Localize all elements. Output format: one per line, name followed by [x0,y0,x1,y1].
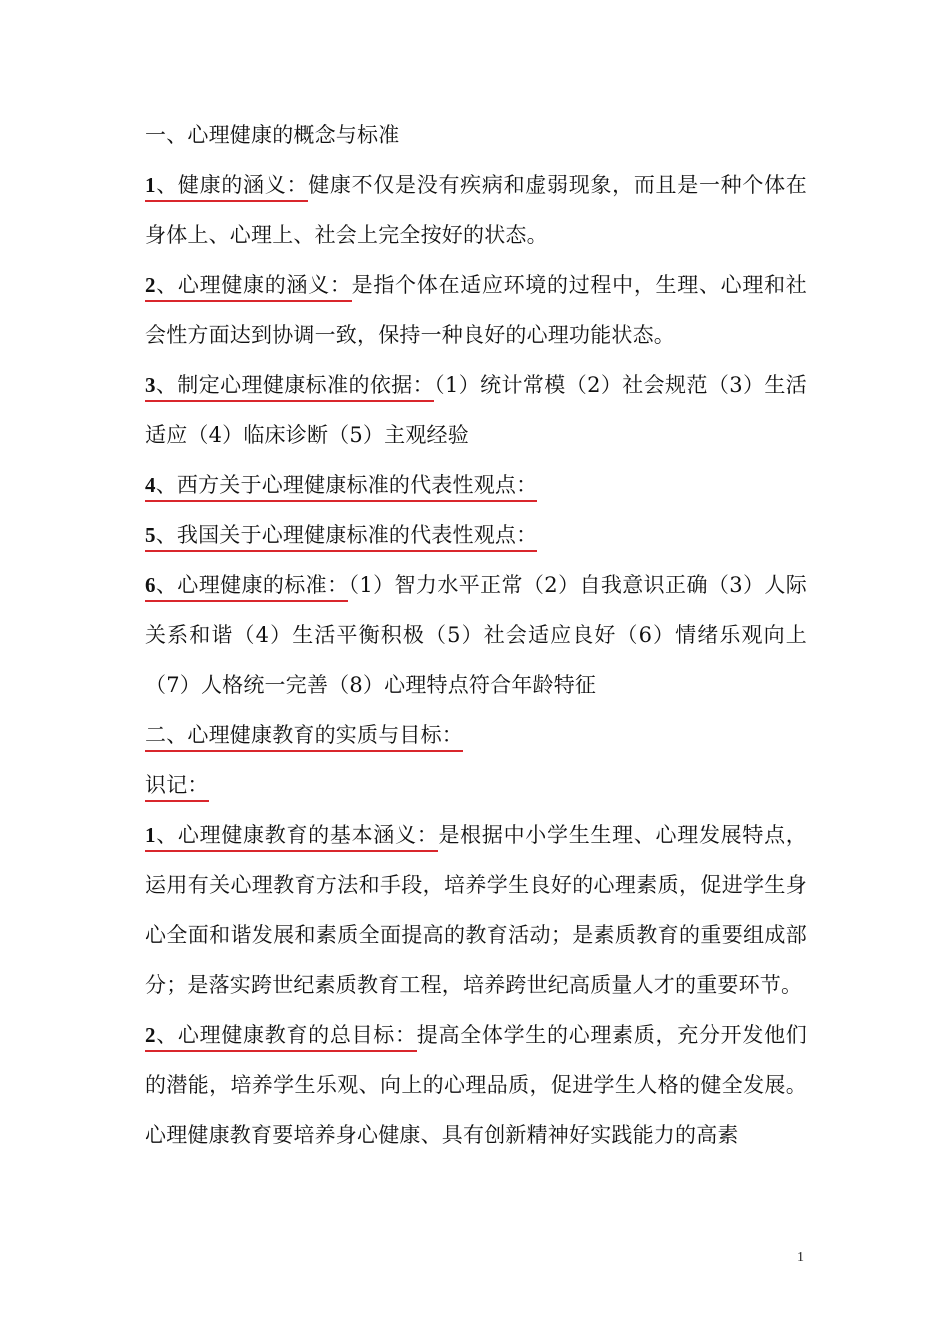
page-number: 1 [797,1250,804,1265]
item-1-6: 6、心理健康的标准：（1）智力水平正常（2）自我意识正确（3）人际关系和谐（4）生活平衡积极（5）社会适应良好（6）情绪乐观向上（7）人格统一完善（8）心理特点符合年龄特征 [145,573,807,697]
document-body [145,110,807,1160]
term-underline: 3、制定心理健康标准的依据： [145,373,434,402]
section-1-heading: 一、心理健康的概念与标准 [145,123,400,147]
section-2-heading: 二、心理健康教育的实质与目标： [145,710,807,760]
term-underline: 5、我国关于心理健康标准的代表性观点： [145,523,537,552]
term-underline: 1、心理健康教育的基本涵义： [145,823,438,852]
term-underline: 6、心理健康的标准： [145,573,348,602]
section-2-subheading: 识记： [145,760,807,810]
term-underline: 2、心理健康教育的总目标： [145,1023,417,1052]
item-1-4 [145,460,807,510]
item-1-2: 2、心理健康的涵义：是指个体在适应环境的过程中，生理、心理和社会性方面达到协调一致，保持一种良好的心理功能状态。 [145,273,807,347]
item-1-5 [145,510,807,560]
item-2-2: 2、心理健康教育的总目标：提高全体学生的心理素质，充分开发他们的潜能，培养学生乐观、向上的心理品质，促进学生人格的健全发展。心理健康教育要培养身心健康、具有创新精神好实践能力的高素 [145,1023,807,1147]
term-underline: 1、健康的涵义： [145,173,308,202]
item-1-3: 3、制定心理健康标准的依据：（1）统计常模（2）社会规范（3）生活适应（4）临床诊断（5）主观经验 [145,373,807,447]
term-underline: 2、心理健康的涵义： [145,273,352,302]
item-2-1: 1、心理健康教育的基本涵义：是根据中小学生生理、心理发展特点，运用有关心理教育方法和手段，培养学生良好的心理素质，促进学生身心全面和谐发展和素质全面提高的教育活动；是素质教育的重要组成部分；是落实跨世纪素质教育工程，培养跨世纪高质量人才的重要环节。 [145,823,807,997]
term-underline: 4、西方关于心理健康标准的代表性观点： [145,473,537,502]
item-1-1: 1、健康的涵义：健康不仅是没有疾病和虚弱现象，而且是一种个体在身体上、心理上、社会上完全按好的状态。 [145,173,807,247]
